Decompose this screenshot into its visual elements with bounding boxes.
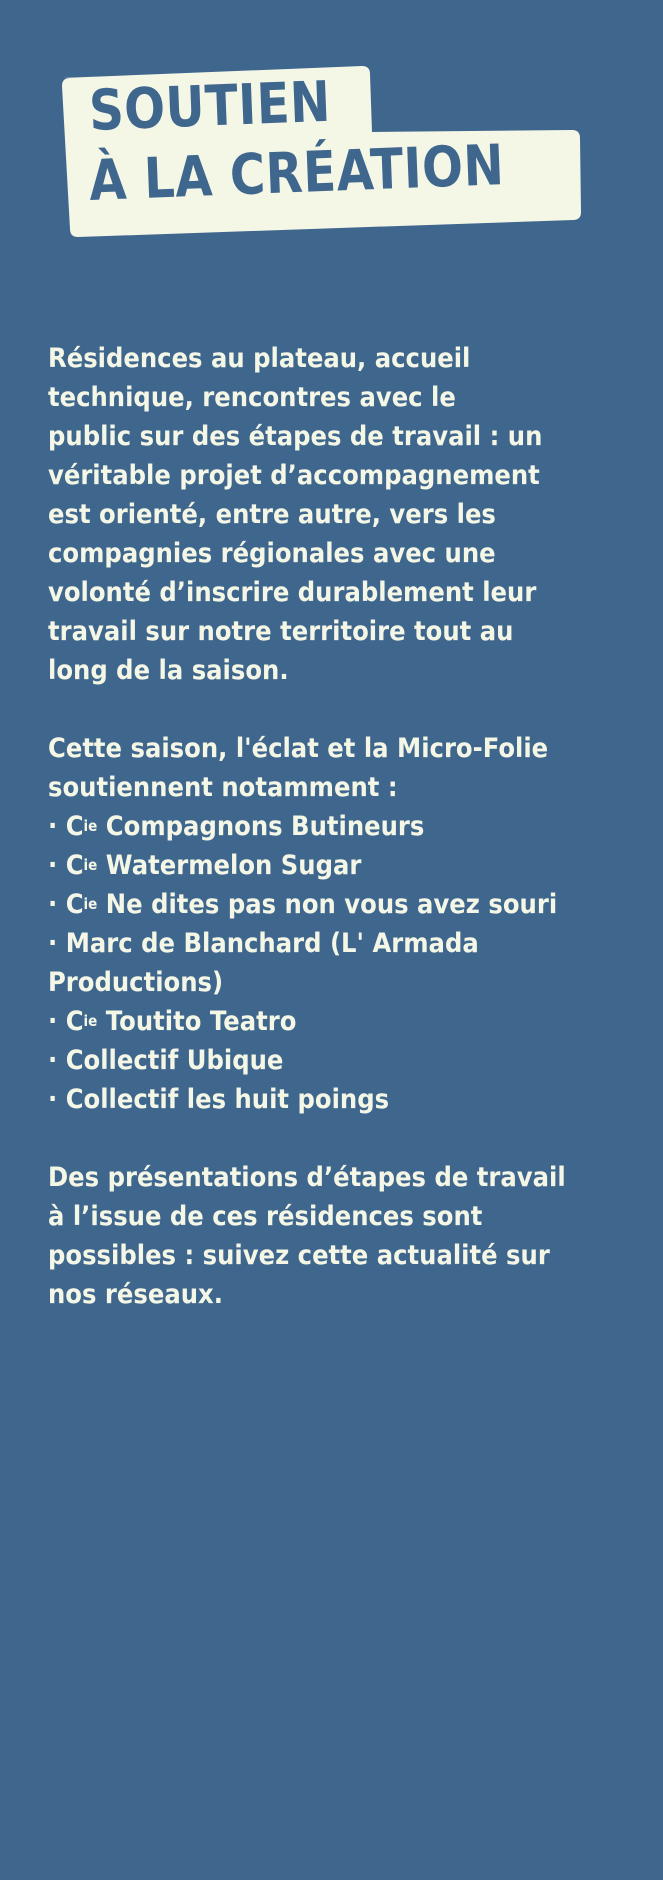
support-lead-line: soutiennent notamment : (48, 772, 398, 803)
outro-line: possibles : suivez cette actualité sur (48, 1240, 550, 1271)
list-bullet: · (48, 1084, 66, 1115)
title-line-2: À LA CRÉATION (87, 133, 506, 214)
list-item (48, 846, 588, 885)
intro-line: public sur des étapes de travail : un (48, 421, 543, 452)
company-prefix: C (65, 850, 84, 881)
company-prefix: C (65, 811, 84, 842)
company-name: Marc de Blanchard (L' Armada (65, 928, 479, 959)
company-prefix-sup: ie (83, 856, 98, 874)
intro-line: volonté d’inscrire durablement leur (48, 577, 537, 608)
outro-line: nos réseaux. (48, 1279, 223, 1310)
company-name: Compagnons Butineurs (97, 811, 425, 842)
list-bullet: · (48, 1006, 66, 1037)
company-name: Productions) (48, 967, 224, 998)
outro-paragraph (48, 1158, 648, 1314)
list-item (48, 1002, 588, 1041)
intro-line: est orienté, entre autre, vers les (48, 499, 496, 530)
company-prefix-sup: ie (83, 895, 98, 913)
company-prefix: C (65, 1006, 84, 1037)
company-name: Ne dites pas non vous avez souri (97, 889, 558, 920)
title-line-1: SOUTIEN (87, 69, 332, 144)
list-item (48, 807, 588, 846)
intro-paragraph (48, 339, 648, 690)
intro-line: véritable projet d’accompagnement (48, 460, 540, 491)
intro-line: long de la saison. (48, 655, 289, 686)
outro-line: Des présentations d’étapes de travail (48, 1162, 566, 1193)
list-item (48, 885, 588, 924)
support-lead-line: Cette saison, l'éclat et la Micro-Folie (48, 733, 549, 764)
intro-line: compagnies régionales avec une (48, 538, 496, 569)
support-paragraph (48, 729, 648, 1119)
outro-line: à l’issue de ces résidences sont (48, 1201, 483, 1232)
company-name: Collectif Ubique (65, 1045, 284, 1076)
company-name: Toutito Teatro (97, 1006, 297, 1037)
main-text (48, 339, 648, 1314)
intro-line: technique, rencontres avec le (48, 382, 456, 413)
list-bullet: · (48, 1045, 66, 1076)
company-name: Collectif les huit poings (65, 1084, 390, 1115)
paragraph-gap (48, 690, 648, 729)
company-prefix: C (65, 889, 84, 920)
list-bullet: · (48, 928, 66, 959)
intro-line: travail sur notre territoire tout au (48, 616, 514, 647)
supported-companies-list (48, 807, 648, 1119)
title-block (0, 0, 663, 260)
company-name: Watermelon Sugar (97, 850, 362, 881)
list-item (48, 1041, 588, 1080)
list-item (48, 924, 588, 963)
company-prefix-sup: ie (83, 1012, 98, 1030)
paragraph-gap (48, 1119, 648, 1158)
list-item (48, 963, 588, 1002)
intro-line: Résidences au plateau, accueil (48, 343, 471, 374)
list-item (48, 1080, 588, 1119)
list-bullet: · (48, 811, 66, 842)
list-bullet: · (48, 850, 66, 881)
list-bullet: · (48, 889, 66, 920)
company-prefix-sup: ie (83, 817, 98, 835)
